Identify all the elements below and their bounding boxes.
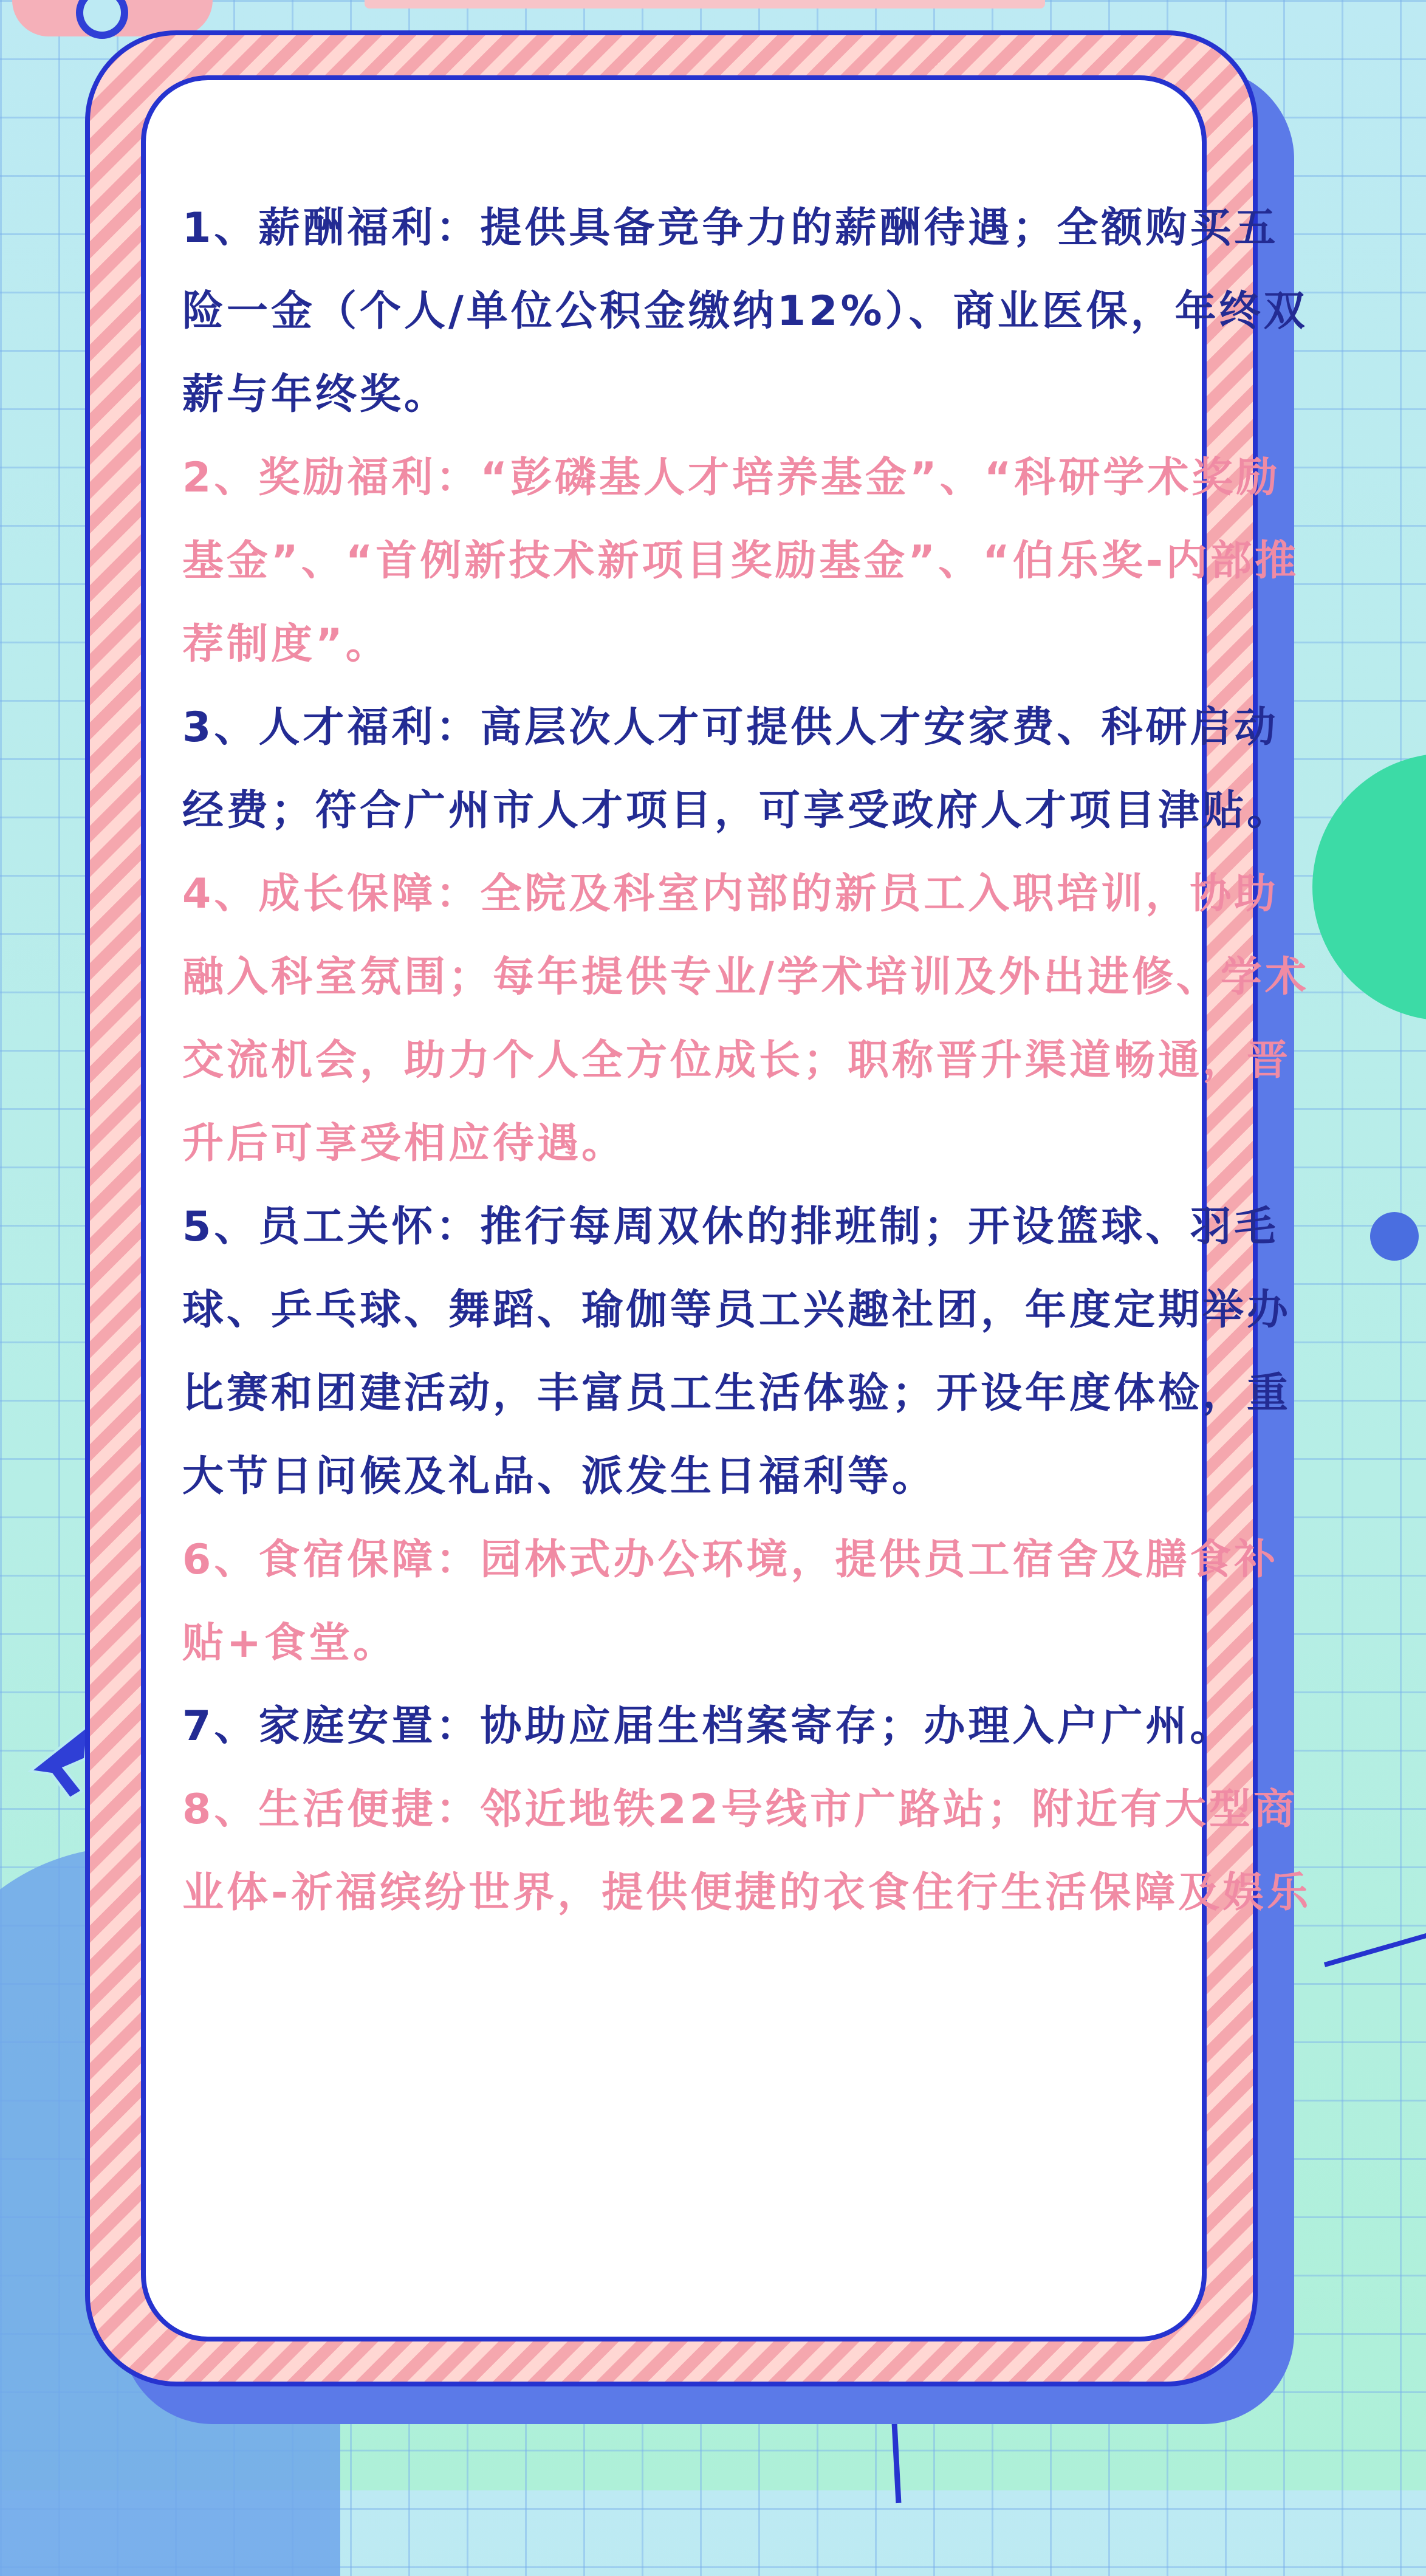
benefits-card (85, 30, 1312, 2386)
benefit-item-talent: 3、人才福利：高层次人才可提供人才安家费、科研启动经费；符合广州市人才项目，可享受政府人才项目津贴。 (182, 704, 1292, 835)
benefit-item-care: 5、员工关怀：推行每周双休的排班制；开设篮球、羽毛球、乒乓球、舞蹈、瑜伽等员工兴趣社团，年度定期举办比赛和团建活动，丰富员工生活体验；开设年度体检，重大节日问候及礼品、派发生日福利等。 (182, 1203, 1292, 1501)
benefit-item-housing: 6、食宿保障：园林式办公环境，提供员工宿舍及膳食补贴+食堂。 (182, 1536, 1279, 1667)
benefit-item-family: 7、家庭安置：协助应届生档案寄存；办理入户广州。 (182, 1702, 1235, 1750)
benefit-item-rewards: 2、奖励福利：“彭磷基人才培养基金”、“科研学术奖励基金”、“首例新技术新项目奖励基金”、“伯乐奖-内部推荐制度”。 (182, 454, 1299, 668)
benefit-item-growth: 4、成长保障：全院及科室内部的新员工入职培训，协助融入科室氛围；每年提供专业/学术培训及外出进修、学术交流机会，助力个人全方位成长；职称晋升渠道畅通，晋升后可享受相应待遇。 (182, 870, 1309, 1168)
green-circle-decoration (1312, 753, 1426, 1021)
benefits-card-inner (141, 75, 1312, 2341)
right-line-decoration (1324, 1919, 1426, 1967)
blue-dot-decoration (1370, 1212, 1419, 1261)
benefit-item-living: 8、生活便捷：邻近地铁22号线市广路站；附近有大型商业体-祈福缤纷世界，提供便捷的衣食住行生活保障及娱乐 (182, 1786, 1312, 1917)
benefits-list (182, 187, 1318, 1934)
top-pink-bar (365, 0, 1045, 9)
benefit-item-salary: 1、薪酬福利：提供具备竞争力的薪酬待遇；全额购买五险一金（个人/单位公积金缴纳12%）、商业医保，年终双薪与年终奖。 (182, 204, 1308, 419)
